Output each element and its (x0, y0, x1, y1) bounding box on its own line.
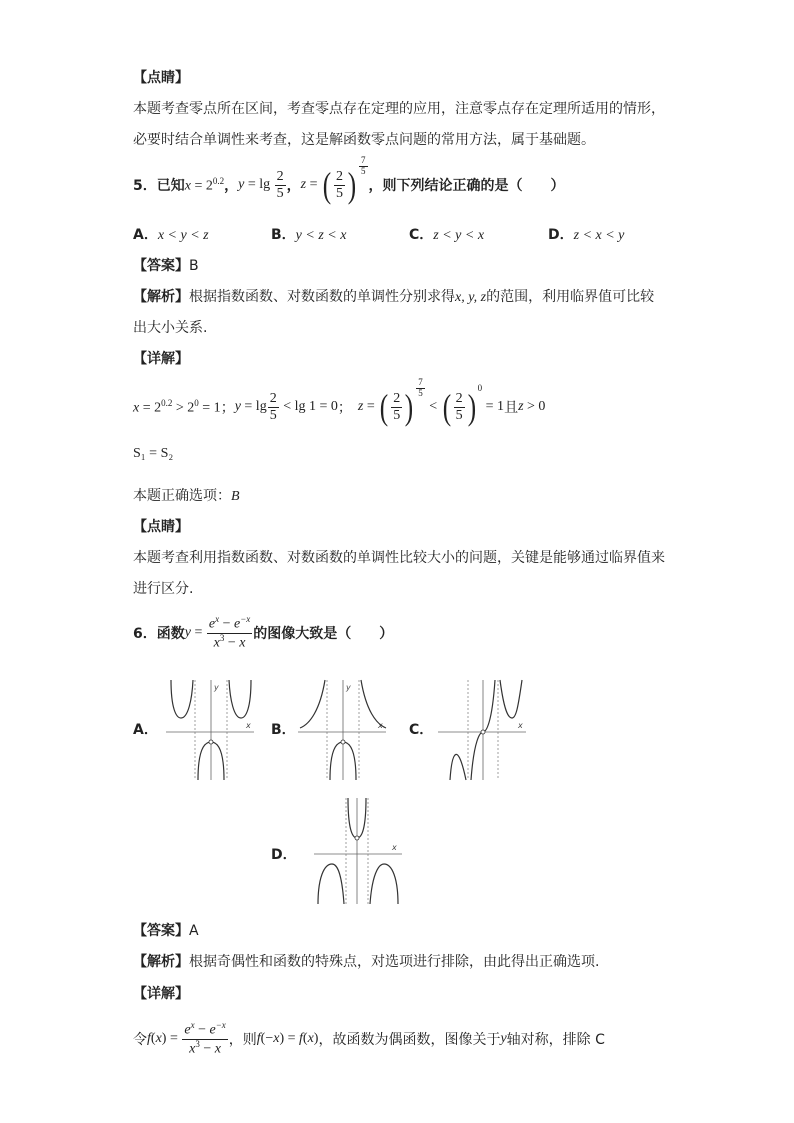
paragraph-line: 进行区分. (133, 581, 194, 597)
math-expr: y = lg $\frac{2}{5}$ (238, 169, 284, 201)
question-5-stem: 5．已知 $x = 2^{0.2}$ ， y = lg $\frac{2}{5}$ ， z = ( $\frac{2}{5}$ ) $^{\frac{7}{5}}$ ，则下列结论正确的是（ ） (133, 155, 565, 205)
option-d[interactable]: D．z < x < y (548, 227, 625, 243)
section-tag: 【点睛】 (133, 519, 189, 535)
option-b-label[interactable]: B． (271, 722, 296, 738)
option-c[interactable]: C．z < y < x (409, 227, 485, 243)
question-6-stem: 6．函数 y = $\frac{e^x - e^{-x}}{x^3 - x}$ 的图像大致是（ ） (133, 614, 394, 651)
section-tag: 【详解】 (133, 986, 189, 1002)
question-tail: ，则下列结论正确的是（ ） (368, 178, 565, 194)
analysis-line: 出大小关系. (133, 320, 208, 336)
answer-line: 【答案】B (133, 258, 199, 274)
svg-text:x: x (392, 843, 397, 852)
analysis-line: 【解析】根据指数函数、对数函数的单调性分别求得x, y, z的范围，利用临界值可比较 (133, 289, 655, 305)
graph-d[interactable] (314, 798, 404, 904)
detail-equation: S₁ = S₂ (133, 446, 174, 461)
option-a[interactable]: A．x < y < z (133, 227, 209, 243)
paragraph-line: 本题考查利用指数函数、对数函数的单调性比较大小的问题，关键是能够通过临界值来 (133, 550, 665, 566)
section-tag: 【详解】 (133, 351, 189, 367)
option-a-label[interactable]: A． (133, 722, 158, 738)
svg-text:x: x (246, 721, 251, 730)
option-b[interactable]: B．y < z < x (271, 227, 347, 243)
paragraph-line: 本题考查零点所在区间，考查零点存在定理的应用，注意零点存在定理所适用的情形， (133, 101, 665, 117)
analysis-line: 【解析】根据奇偶性和函数的特殊点，对选项进行排除，由此得出正确选项. (133, 954, 600, 970)
svg-text:y: y (346, 683, 351, 692)
svg-text:x: x (378, 721, 383, 730)
answer-line: 【答案】A (133, 923, 199, 939)
option-d-label[interactable]: D． (271, 847, 297, 863)
detail-math-line: $x = 2^{0.2} > 2^0 = 1$ ； y = lg $\frac{2}{5}$ < lg 1 = 0 ； z = ( $\frac{2}{5}$ ) $^{\frac{7}{5}}$ < ( $\frac{2}{5}$ ) $^0$ = 1 且 z > 0 (133, 377, 546, 427)
correct-option-line: 本题正确选项：B (133, 488, 240, 504)
option-c-label[interactable]: C． (409, 722, 434, 738)
math-expr: z = ( $\frac{2}{5}$ ) $^{\frac{7}{5}}$ (300, 155, 366, 205)
graph-b[interactable] (298, 680, 388, 780)
math-expr: $x = 2^{0.2}$ (184, 175, 225, 194)
section-tag: 【点睛】 (133, 70, 189, 86)
detail-last-line: 令 f(x) = $\frac{e^x - e^{-x}}{x^3 - x}$ ，则 f(−x) = f(x) ，故函数为偶函数，图像关于 y 轴对称，排除 C (133, 1020, 605, 1057)
question-number: 5．已知 (133, 178, 185, 194)
graph-a[interactable] (166, 680, 256, 780)
svg-text:x: x (518, 721, 523, 730)
svg-text:y: y (214, 683, 219, 692)
paragraph-line: 必要时结合单调性来考查，这是解函数零点问题的常用方法，属于基础题。 (133, 132, 595, 148)
graph-c[interactable] (438, 680, 528, 780)
